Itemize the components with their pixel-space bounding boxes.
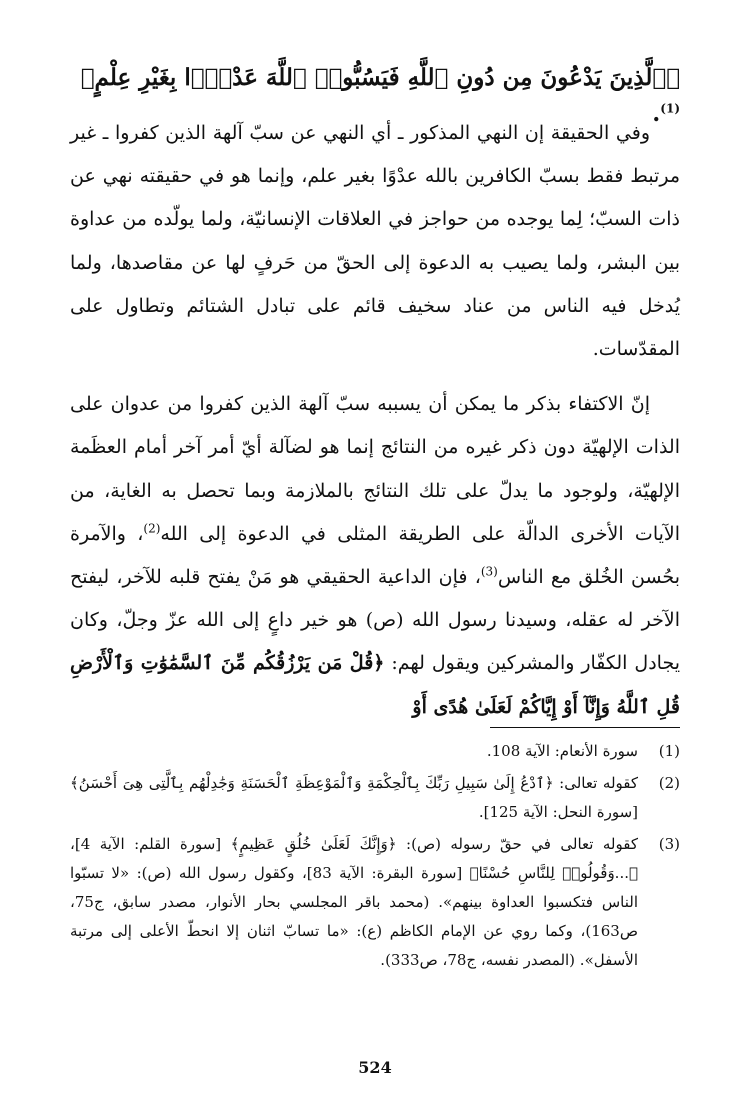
footnote-ref-3: (3) (480, 564, 498, 579)
verse-end-period: . (652, 100, 661, 127)
footnote (70, 830, 680, 975)
footnote (70, 737, 680, 766)
footnote-ref-1: (1) (660, 101, 680, 116)
footnote-ref-2: (2) (143, 521, 161, 536)
paragraph-2-part-1: إنّ الاكتفاء بذكر ما يمكن أن يسببه سبّ آلهة الذين كفروا من عدوان على الذات الإلهيّة دون ذكر غيره من النتائج إنما هو لضآلة أيّ أمر آخر أمام العظَمة الإلهيّة، ولوجود ما يدلّ على تلك النتائج بالملازمة وبما تحصل به الغاية، من الآيات الأخرى الدالّة على الطريقة المثلى في الدعوة إلى الله (70, 393, 681, 545)
paragraph-1: وفي الحقيقة إن النهي المذكور ـ أي النهي عن سبّ آلهة الذين كفروا ـ غير مرتبط فقط بسبّ الكافرين بالله عدْوًا بغير علم، وإنما هو في حقيقته نهي عن ذات السبّ؛ لِما يوجده من حواجز في العلاقات الإنسانيّة، ولما يولّده من عداوة بين البشر، ولما يصيب به الدعوة إلى الحقّ من حَرفٍ لها عن مقاصدها، ولما يُدخل فيه الناس من عناد سخيف قائم على تبادل الشتائم وتطاول على المقدّسات. (70, 122, 680, 361)
footnote-divider (490, 727, 680, 728)
footnote-text: كقوله تعالى في حقّ رسوله (ص): ﴿وَإِنَّكَ لَعَلَىٰ خُلُقٍ عَظِيمٍ﴾ [سورة القلم: الآية 4]، ﴿...وَقُولُوا۟ لِلنَّاسِ حُسْنًا﴾ [سورة البقرة: الآية 83]، وكقول رسول الله (ص): «لا تسبّوا الناس فتكسبوا العداوة بينهم». (محمد باقر المجلسي بحار الأنوار، مصدر سابق، ج75، ص163)، وكما روي عن الإمام الكاظم (ع): «ما تسابّ اثنان إلا انحطّ الأعلى إلى مرتبة الأسفل». (المصدر نفسه، ج78، ص333). (70, 835, 638, 969)
main-text (70, 112, 680, 729)
footnote-number: (2) (658, 774, 680, 792)
paragraph-2-part-2: ، والآمرة بحُسن الخُلق مع الناس (70, 522, 680, 589)
footnote-text: سورة الأنعام: الآية 108. (486, 742, 638, 760)
quran-verse-inline: ﴿قُلْ مَن يَرْزُقُكُم مِّنَ ٱلسَّمَٰوَٰتِ وَٱلْأَرْضِ قُلِ ٱللَّهُ وَإِنَّآ أَوْ إِيَّاكُمْ لَعَلَىٰ هُدًى أَوْ (70, 652, 680, 718)
footnote (70, 769, 680, 827)
paragraph-2-part-3: ، فإن الداعية الحقيقي هو مَنْ يفتح قلبه للآخر، ليفتح الآخر له عقله، وسيدنا رسول الله (ص) هو خير داعٍ إلى الله عزّ وجلّ، وكان يجادل الكفّار والمشركين ويقول لهم: (70, 566, 680, 675)
page-number: 524 (358, 1058, 392, 1077)
paragraph-2 (70, 383, 680, 729)
footnotes (70, 737, 680, 978)
footnote-text: كقوله تعالى: ﴿ٱدْعُ إِلَىٰ سَبِيلِ رَبِّكَ بِٱلْحِكْمَةِ وَٱلْمَوْعِظَةِ ٱلْحَسَنَةِ وَجَٰدِلْهُم بِٱلَّتِى هِىَ أَحْسَنُ﴾ [سورة النحل: الآية 125]. (70, 774, 638, 821)
footnote-number: (1) (658, 742, 680, 760)
verse-text: ﴿ٱلَّذِينَ يَدْعُونَ مِن دُونِ ٱللَّهِ فَيَسُبُّوا۟ ٱللَّهَ عَدْوًۢا بِغَيْرِ عِلْمٍ﴾ (80, 64, 680, 91)
footnote-number: (3) (658, 835, 680, 853)
